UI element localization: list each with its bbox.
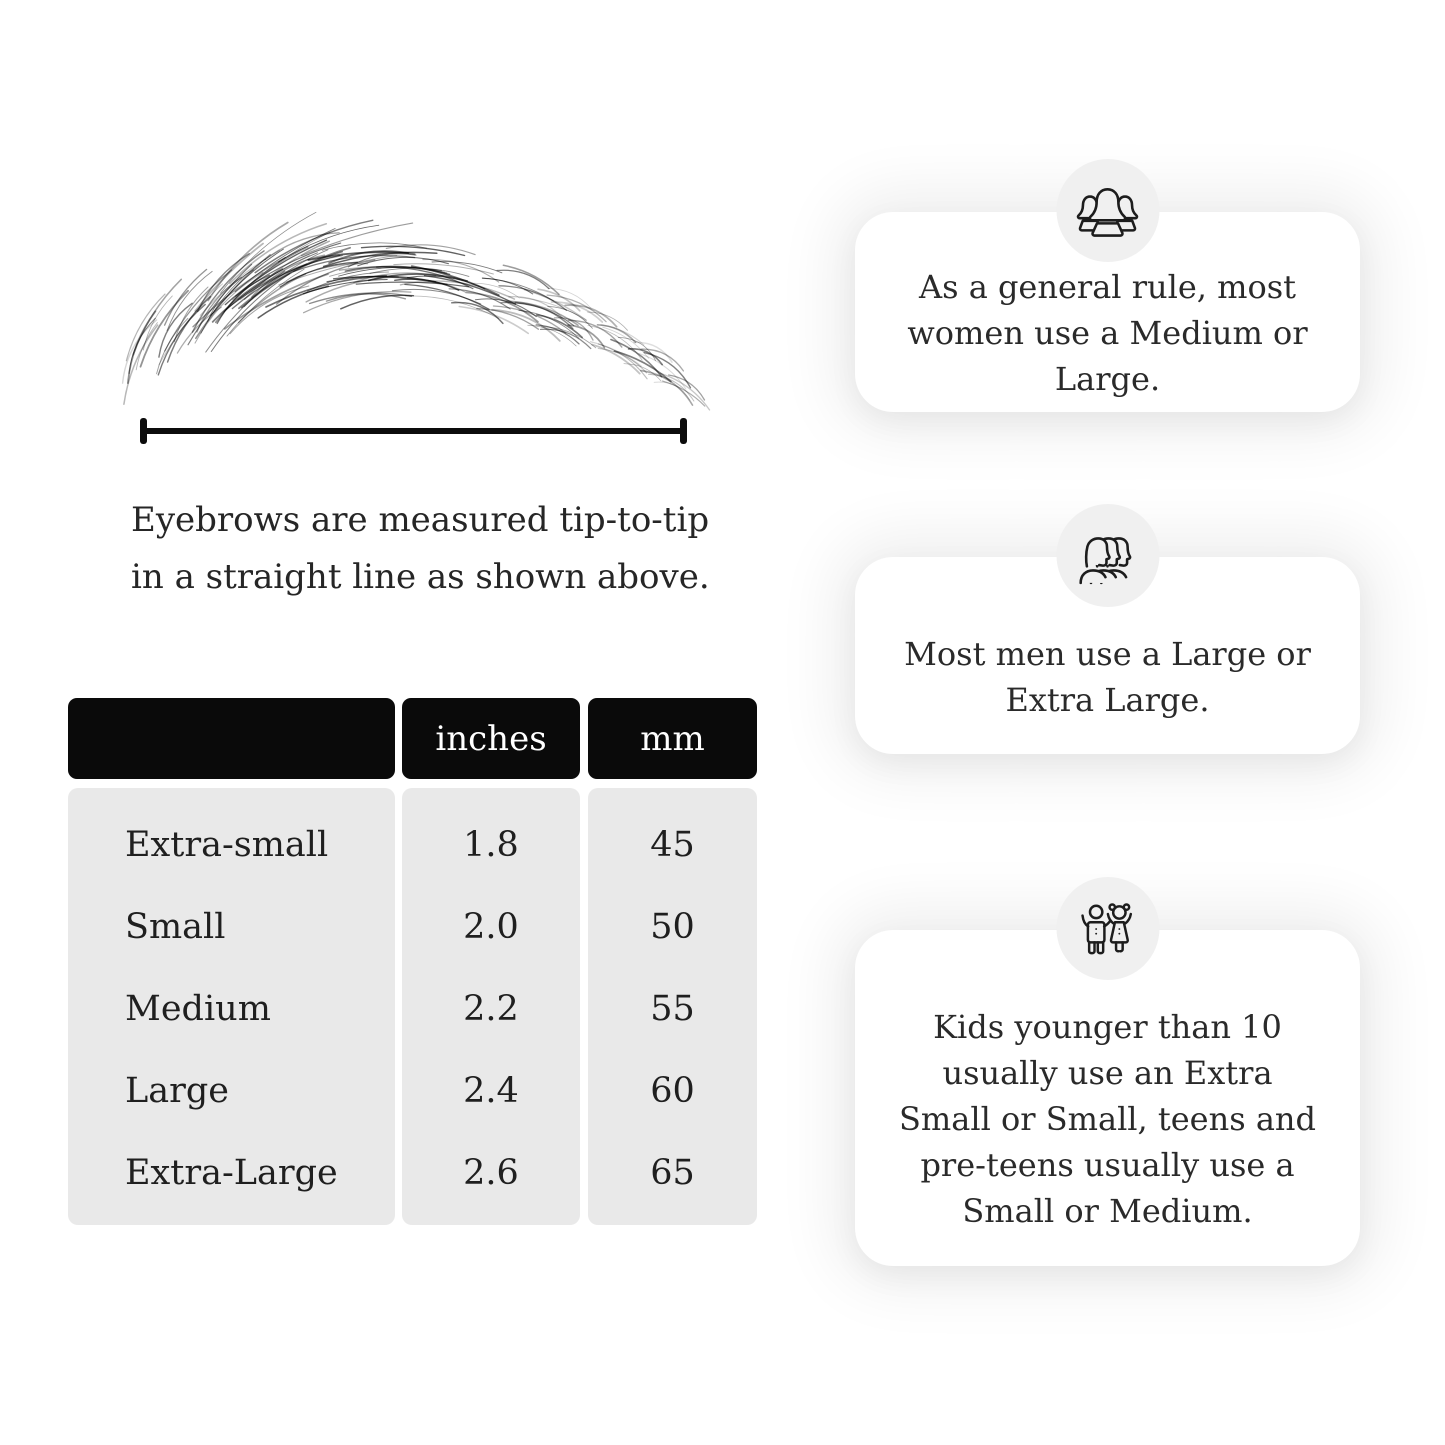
table-cell-mm: 50 (650, 907, 695, 947)
card-badge (1056, 159, 1159, 262)
table-cell-inches: 2.4 (463, 1071, 519, 1111)
table-header-mm: mm (588, 698, 757, 779)
card-badge (1056, 504, 1159, 607)
table-row-label: Small (125, 907, 226, 947)
card-text: Most men use a Large or Extra Large. (904, 634, 1311, 719)
table-cell-inches: 2.6 (463, 1153, 519, 1193)
men-group-icon (1075, 527, 1141, 585)
table-row-label: Large (125, 1071, 229, 1111)
measurement-line (140, 418, 687, 444)
measurement-bar (142, 428, 685, 434)
table-cell-inches: 2.0 (463, 907, 519, 947)
eyebrow-illustration (115, 233, 715, 403)
table-cell-mm: 55 (650, 989, 695, 1029)
kids-icon (1075, 900, 1141, 958)
table-row-label: Extra-Large (125, 1153, 338, 1193)
table-header-inches: inches (402, 698, 580, 779)
caption-line-2: in a straight line as shown above. (131, 557, 710, 597)
info-card-kids (855, 930, 1360, 1266)
caption-line-1: Eyebrows are measured tip-to-tip (131, 500, 710, 540)
card-badge (1056, 877, 1159, 980)
info-card-men (855, 557, 1360, 754)
table-column-size-labels (68, 788, 395, 1225)
info-card-women (855, 212, 1360, 412)
card-text: Kids younger than 10 usually use an Extra Small or Small, teens and pre-teens usually use a Small or Medium. (899, 1008, 1316, 1230)
table-cell-inches: 1.8 (463, 825, 519, 865)
table-row-label: Medium (125, 989, 271, 1029)
table-cell-mm: 60 (650, 1071, 695, 1111)
table-column-mm (588, 788, 757, 1225)
table-header-size (68, 698, 395, 779)
table-cell-mm: 65 (650, 1153, 695, 1193)
women-group-icon (1075, 182, 1141, 240)
measurement-caption (131, 492, 771, 606)
card-text: As a general rule, most women use a Medium or Large. (907, 268, 1308, 398)
table-cell-mm: 45 (650, 825, 695, 865)
table-row-label: Extra-small (125, 825, 329, 865)
table-cell-inches: 2.2 (463, 989, 519, 1029)
measurement-end-cap-right (680, 418, 687, 444)
table-column-inches (402, 788, 580, 1225)
